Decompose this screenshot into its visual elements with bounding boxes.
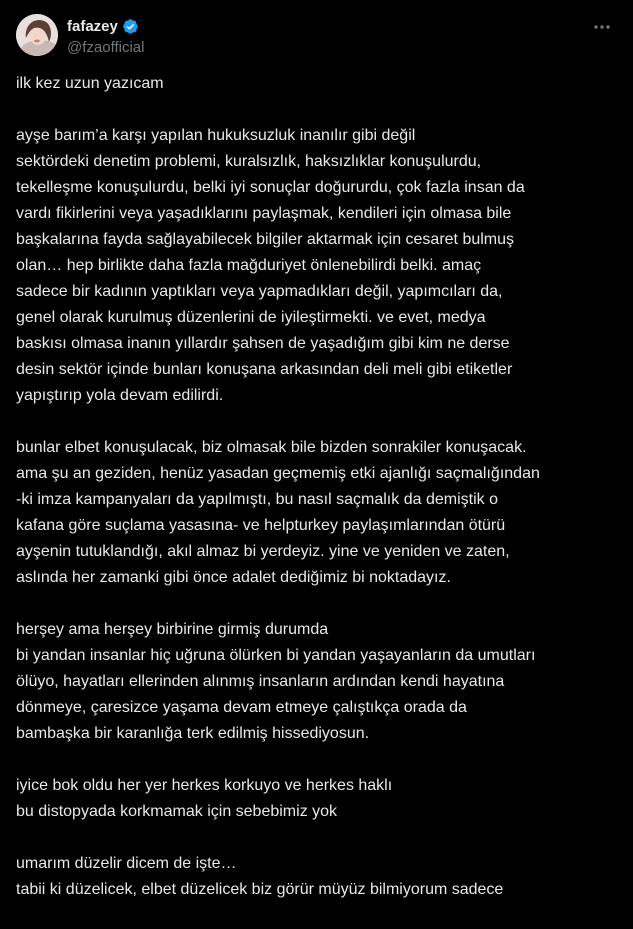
- post-text-line: tekelleşme konuşulurdu, belki iyi sonuçlar doğururdu, çok fazla insan da: [16, 179, 525, 196]
- post-paragraph: [16, 773, 621, 825]
- post-text-line: bunlar elbet konuşulacak, biz olmasak bile bizden sonrakiler konuşacak.: [16, 439, 527, 456]
- post-text-line: sektördeki denetim problemi, kuralsızlık, haksızlıklar konuşulurdu,: [16, 153, 482, 170]
- post-text-line: ilk kez uzun yazıcam: [16, 75, 164, 92]
- post-text-line: bambaşka bir karanlığa terk edilmiş hissediyosun.: [16, 725, 370, 742]
- post-text-line: bi yandan insanlar hiç uğruna ölürken bi yandan yaşayanların da umutları: [16, 647, 536, 664]
- post-text-line: başkalarına fayda sağlayabilecek bilgiler aktarmak için cesaret bulmuş: [16, 231, 515, 248]
- handle[interactable]: @fzaofficial: [67, 39, 145, 56]
- post-paragraph: [16, 617, 621, 747]
- post-paragraph: [16, 123, 621, 409]
- verified-badge-icon: [122, 18, 139, 35]
- post-text-line: vardı fikirlerini veya yaşadıklarını paylaşmak, kendileri için olmasa bile: [16, 205, 512, 222]
- post-text-line: yapıştırıp yola devam edilirdi.: [16, 387, 224, 404]
- avatar-image: [16, 14, 58, 56]
- post-text-line: genel olarak kurulmuş düzenlerini de iyileştirmekti. ve evet, medya: [16, 309, 486, 326]
- avatar[interactable]: [16, 14, 58, 56]
- post-text-line: -ki imza kampanyaları da yapılmıştı, bu nasıl saçmalık da demiştik o: [16, 491, 498, 508]
- post-text-line: aslında her zamanki gibi önce adalet dediğimiz bi noktadayız.: [16, 569, 451, 586]
- post-text-line: ama şu an geziden, henüz yasadan geçmemiş etki ajanlığı saçmalığından: [16, 465, 540, 482]
- post-text-line: dönmeye, çaresizce yaşama devam etmeye çalıştıkça orada da: [16, 699, 467, 716]
- post-text-line: umarım düzelir dicem de işte…: [16, 855, 237, 872]
- post-text-line: kafana göre suçlama yasasına- ve helpturkey paylaşımlarından ötürü: [16, 517, 506, 534]
- post-text-line: sadece bir kadının yaptıkları veya yapmadıkları değil, yapımcıları da,: [16, 283, 503, 300]
- post-text-line: ölüyo, hayatları ellerinden alınmış insanların ardından kendi hayatına: [16, 673, 505, 690]
- display-name-row: [67, 16, 144, 36]
- more-options-button[interactable]: [587, 14, 617, 40]
- post-header: [16, 14, 617, 58]
- post-paragraph: [16, 71, 621, 97]
- more-horizontal-icon: [592, 17, 612, 37]
- post-text-line: desin sektör içinde bunları konuşana arkasından deli meli gibi etiketler: [16, 361, 513, 378]
- post-text-line: tabii ki düzelicek, elbet düzelicek biz görür müyüz bilmiyorum sadece: [16, 881, 504, 898]
- author-names: [67, 16, 144, 56]
- display-name[interactable]: fafazey: [67, 17, 118, 35]
- post-paragraph: [16, 851, 621, 903]
- post-text-line: iyice bok oldu her yer herkes korkuyo ve herkes haklı: [16, 777, 393, 794]
- post-text-line: ayşe barım’a karşı yapılan hukuksuzluk inanılır gibi değil: [16, 127, 416, 144]
- post-text: [16, 71, 621, 929]
- post-text-line: bu distopyada korkmamak için sebebimiz yok: [16, 803, 338, 820]
- post-text-line: olan… hep birlikte daha fazla mağduriyet önlenebilirdi belki. amaç: [16, 257, 482, 274]
- post-text-line: herşey ama herşey birbirine girmiş durumda: [16, 621, 329, 638]
- post-text-line: baskısı olmasa inanın yıllardır şahsen de yaşadığım gibi kim ne derse: [16, 335, 510, 352]
- post-paragraph: [16, 435, 621, 591]
- post-text-line: ayşenin tutuklandığı, akıl almaz bi yerdeyiz. yine ve yeniden ve zaten,: [16, 543, 510, 560]
